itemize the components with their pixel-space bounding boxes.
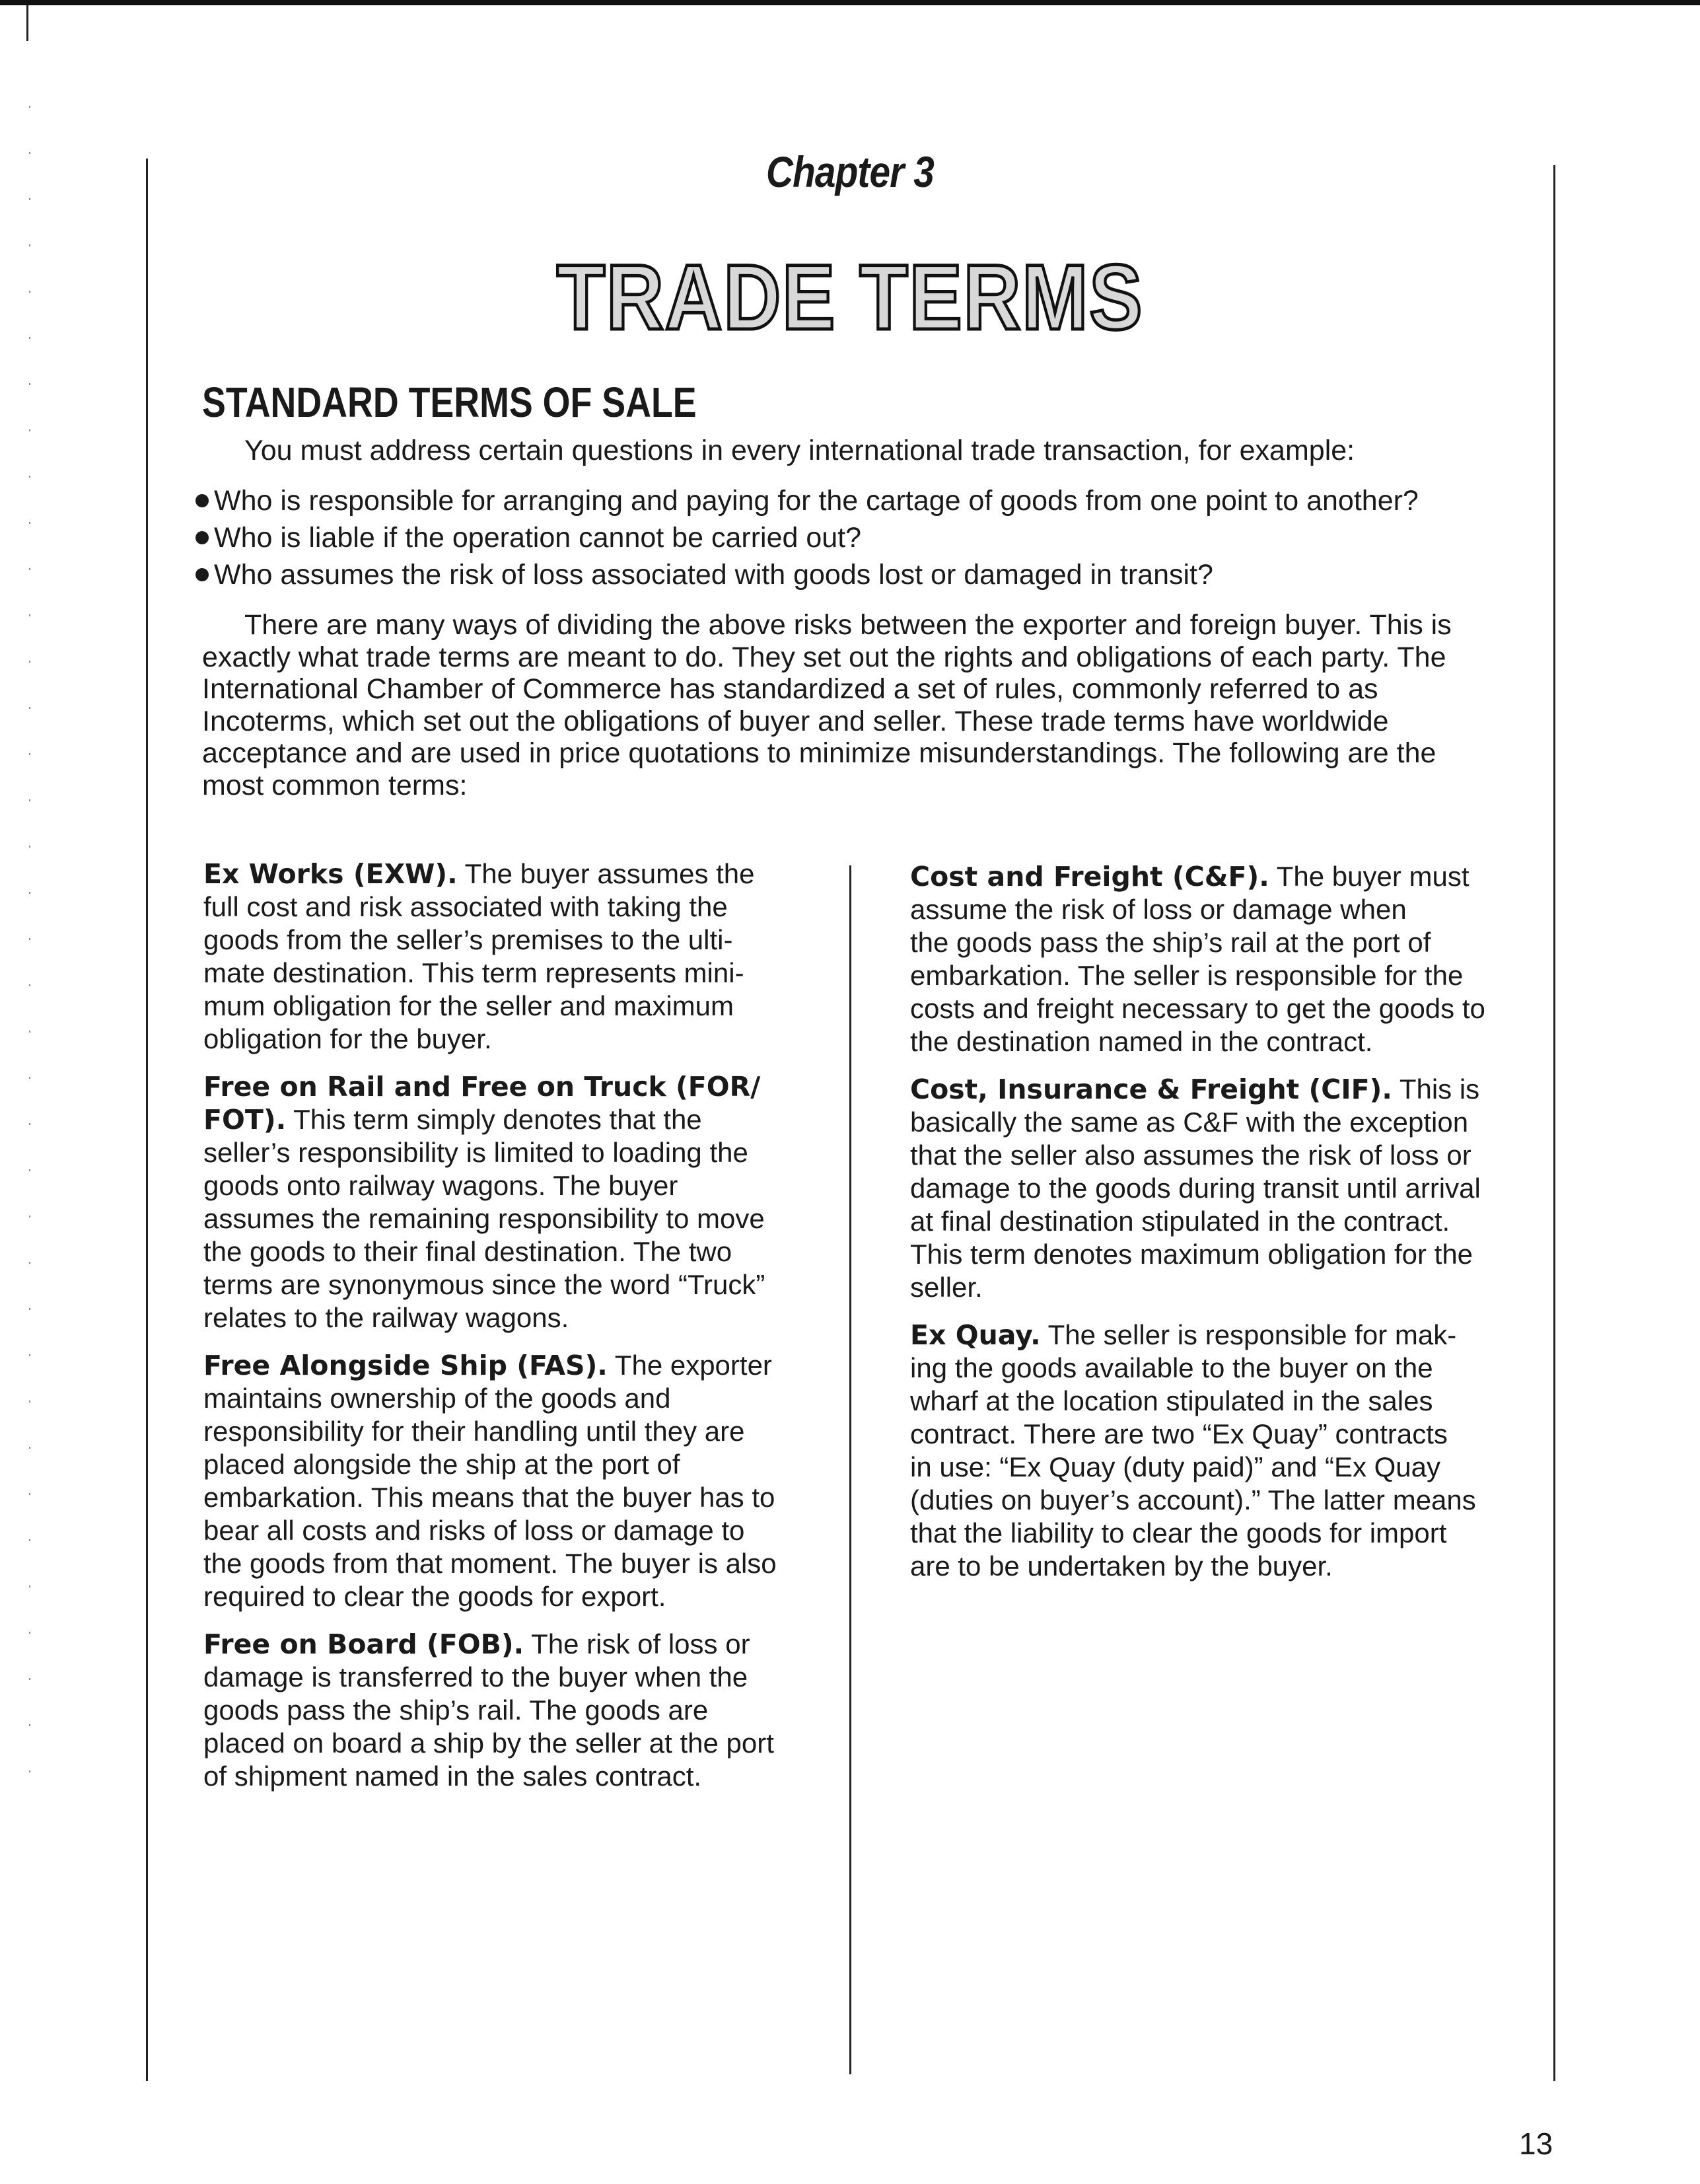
term-name: Ex Quay. xyxy=(910,1319,1041,1351)
term-name: Cost and Freight (C&F). xyxy=(910,861,1269,892)
term-name: FOT). xyxy=(203,1104,287,1136)
question-list xyxy=(195,482,1419,593)
term-name: Cost, Insurance & Freight (CIF). xyxy=(910,1074,1392,1105)
column-divider-rule xyxy=(849,865,851,2074)
bullet-icon xyxy=(195,494,209,507)
term-entry-cf: Cost and Freight (C&F). The buyer must assume the risk of loss or damage when the goods pass the ship’s rail at the port of embarkation. The seller is responsible for the costs and freight necessary to get the goods to the destination named in the contract. xyxy=(910,861,1485,1057)
section-heading: STANDARD TERMS OF SALE xyxy=(202,379,697,426)
bullet-icon xyxy=(195,568,209,581)
term-entry-fob: Free on Board (FOB). The risk of loss or damage is transferred to the buyer when the goods pass the ship’s rail. The goods are placed on board a ship by the seller at the port of shipment named in the sales contract. xyxy=(203,1628,774,1792)
term-entry-ex-quay: Ex Quay. The seller is responsible for mak- ing the goods available to the buyer on the wharf at the location stipulated in the sales contract. There are two “Ex Quay” contracts in use: “Ex Quay (duty paid)” and “Ex Quay (duties on buyer’s account).” The latter means that the liability to clear the goods for import are to be undertaken by the buyer. xyxy=(910,1319,1476,1582)
list-item: Who is responsible for arranging and paying for the cartage of goods from one point to another? xyxy=(195,482,1419,519)
scan-binding-marks xyxy=(29,106,30,1797)
term-entry-exw: Ex Works (EXW). The buyer assumes the full cost and risk associated with taking the goods from the seller’s premises to the ulti- mate destination. This term represents mini- mum obligation for the seller and maximum obligation for the buyer. xyxy=(203,858,755,1054)
term-name: Free on Board (FOB). xyxy=(203,1628,524,1660)
intro-text: You must address certain questions in every international trade transaction, for example: xyxy=(244,435,1355,466)
term-name: Free Alongside Ship (FAS). xyxy=(203,1350,608,1381)
term-entry-fas: Free Alongside Ship (FAS). The exporter maintains ownership of the goods and responsibility for their handling until they are placed alongside the ship at the port of embarkation. This means that the buyer has to bear all costs and risks of loss or damage to the goods from that moment. The buyer is also required to clear the goods for export. xyxy=(203,1350,777,1612)
scan-edge-mark xyxy=(26,5,28,41)
scan-top-border xyxy=(0,0,1700,5)
left-column xyxy=(203,857,798,1807)
left-margin-rule xyxy=(146,159,148,2081)
body-paragraph: There are many ways of dividing the above risks between the exporter and foreign buyer. This is exactly what trade terms are meant to do. They set out the rights and obligations of each party. The International Chamber of Commerce has standardized a set of rules, commonly referred to as Incoterms, which set out the obligations of buyer and seller. These trade terms have worldwide acceptance and are used in price quotations to minimize misunderstandings. The following are the most common terms: xyxy=(202,609,1452,801)
term-entry-cif: Cost, Insurance & Freight (CIF). This is basically the same as C&F with the exception that the seller also assumes the risk of loss or damage to the goods during transit until arrival at final destination stipulated in the contract. This term denotes maximum obligation for the seller. xyxy=(910,1074,1481,1303)
term-name: Free on Rail and Free on Truck (FOR/ xyxy=(203,1071,761,1103)
page-number: 13 xyxy=(1519,2127,1553,2161)
right-column xyxy=(910,860,1511,1597)
list-item: Who assumes the risk of loss associated with goods lost or damaged in transit? xyxy=(195,556,1419,593)
chapter-label: Chapter 3 xyxy=(765,147,935,196)
right-margin-rule xyxy=(1553,165,1555,2081)
bullet-icon xyxy=(195,531,209,544)
term-name: Ex Works (EXW). xyxy=(203,858,458,890)
term-entry-for-fot: Free on Rail and Free on Truck (FOR/ FOT). This term simply denotes that the seller’s responsibility is limited to loading the goods onto railway wagons. The buyer assumes the remaining responsibility to move the goods to their final destination. The two terms are synonymous since the word “Truck” relates to the railway wagons. xyxy=(203,1071,765,1333)
list-item: Who is liable if the operation cannot be carried out? xyxy=(195,519,1419,556)
page-title: TRADE TERMS xyxy=(556,245,1144,349)
